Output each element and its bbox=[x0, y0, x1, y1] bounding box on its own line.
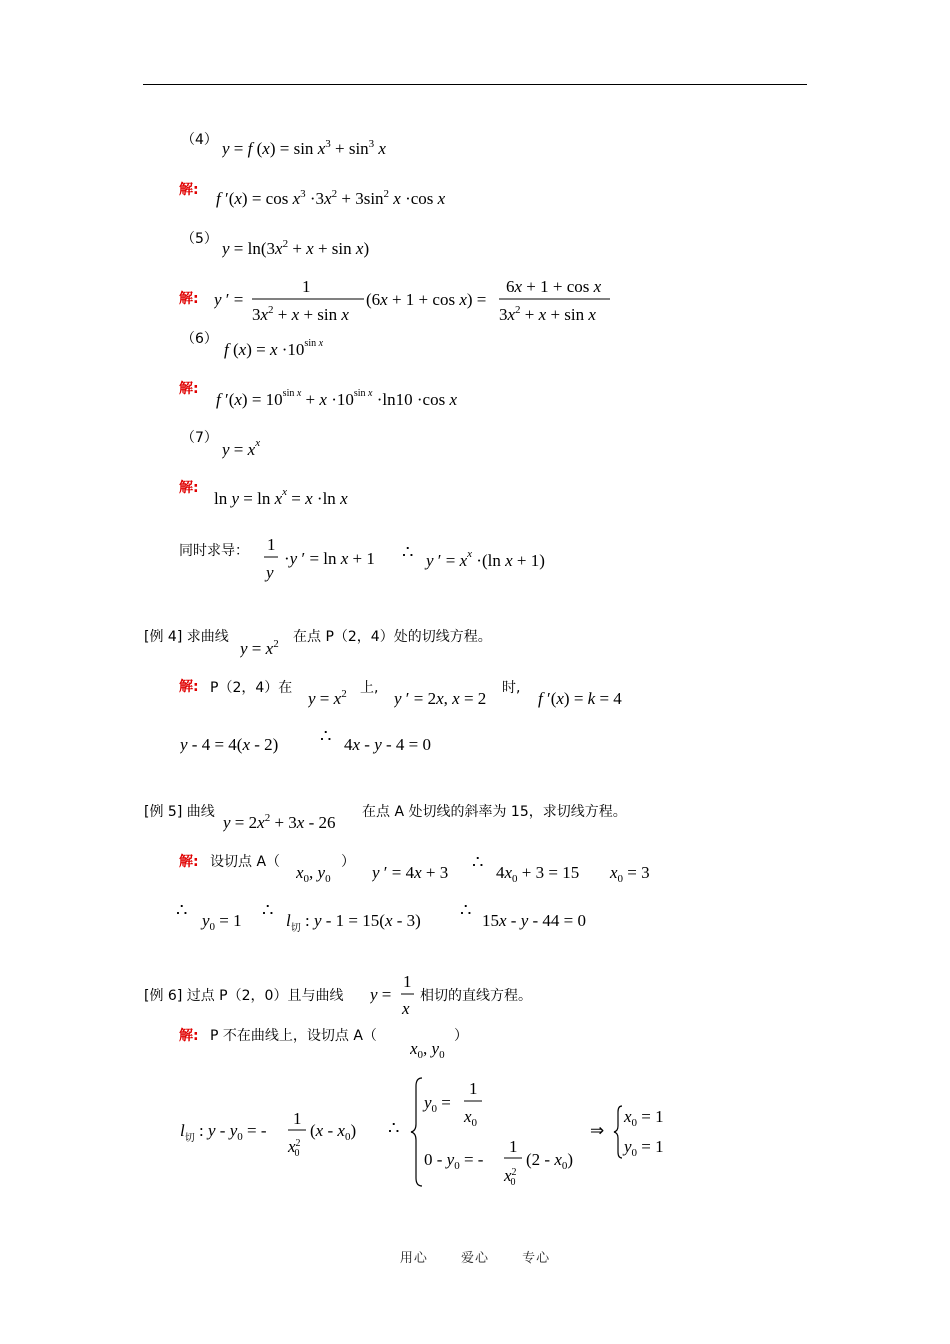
footer-item: 专心 bbox=[522, 1251, 551, 1266]
svg-text:x0 = 3: $x_0 = 3$ bbox=[610, 863, 650, 885]
svg-text:(6x + 1 + cos x) =: (6x + 1 + cos x) = bbox=[366, 290, 487, 309]
problem-6-label: （6） bbox=[181, 331, 218, 347]
problem-7-solution-label: 解: bbox=[179, 480, 199, 496]
svg-text:y: y bbox=[266, 563, 274, 582]
example-5-result bbox=[176, 898, 636, 934]
svg-text:x20: $x^2$ 0 bbox=[504, 1166, 517, 1188]
svg-text:x0: $x_0$ bbox=[464, 1107, 478, 1129]
example-5-solution-text-2: ） bbox=[341, 854, 355, 870]
svg-text:y0 = 1: $y_0 = 1$ bbox=[202, 911, 242, 933]
svg-text:∴: ∴ bbox=[176, 900, 188, 920]
example-4-solution-text-1: P（2，4）在 bbox=[210, 680, 293, 696]
svg-text:y ′ =: y ′ = bbox=[214, 290, 244, 309]
svg-text:1: 1 bbox=[302, 277, 311, 296]
svg-text:y = x2: $y = x^2$ bbox=[308, 688, 347, 708]
example-4-label: [例 4] 求曲线 bbox=[144, 629, 229, 645]
svg-text:1: 1 bbox=[267, 535, 276, 554]
problem-4-label: （4） bbox=[181, 132, 218, 148]
problem-7-solution bbox=[214, 482, 394, 510]
problem-7-derivative-label: 同时求导： bbox=[179, 543, 249, 559]
footer-item: 用心 bbox=[399, 1251, 428, 1266]
svg-text:x: x bbox=[402, 999, 410, 1018]
svg-text:x0, y0: $x_0$, $y_0$ bbox=[296, 863, 331, 885]
example-5-solution-text-1: 设切点 A（ bbox=[210, 854, 281, 870]
example-6-label: [例 6] 过点 P（2，0）且与曲线 bbox=[144, 988, 344, 1004]
example-4-solution-text-3: 时, bbox=[502, 680, 521, 696]
svg-text:∴: ∴ bbox=[262, 900, 274, 920]
example-4-solution-label: 解: bbox=[179, 679, 199, 695]
svg-text:(2 - x0): $(2 - x_0)$ bbox=[526, 1150, 574, 1172]
svg-text:y = xx: $y = x^x$ bbox=[222, 437, 261, 459]
example-4-solution-text-2: 上, bbox=[360, 680, 379, 696]
svg-text:4x0 + 3 = 15: $4x_0 + 3 = 15$ bbox=[496, 863, 580, 885]
problem-5-solution bbox=[214, 272, 624, 330]
svg-text:f (x) = x ·10sin x: f $(x) = x \cdot 10^{sin}$ x bbox=[224, 338, 324, 359]
problem-7-label: （7） bbox=[181, 430, 218, 446]
problem-5-expr bbox=[222, 234, 422, 262]
problem-7-expr bbox=[222, 433, 302, 461]
svg-text:∴: ∴ bbox=[460, 900, 472, 920]
svg-text:∴: ∴ bbox=[402, 542, 414, 562]
svg-text:0 - y0 = -: $0 - y_0$ = - bbox=[424, 1150, 484, 1172]
svg-text:∴: ∴ bbox=[320, 726, 332, 746]
example-4-curve bbox=[240, 634, 294, 662]
svg-text:f ′(x) = k = 4: f ′(x) = k = 4 bbox=[538, 689, 622, 708]
example-5-solution-equations bbox=[372, 852, 672, 886]
example-5-solution-label: 解: bbox=[179, 854, 199, 870]
svg-text:∴: ∴ bbox=[472, 852, 484, 872]
example-4-text: 在点 P（2，4）处的切线方程。 bbox=[293, 629, 492, 645]
svg-text:y0 = 1: $y_0 = 1$ bbox=[624, 1137, 664, 1159]
example-4-solution-curve bbox=[308, 684, 364, 712]
svg-text:x20: $x^2$ 0 bbox=[288, 1137, 301, 1159]
svg-text:(x - x0): $(x - x_0)$ bbox=[310, 1121, 357, 1143]
svg-text:3x2 + x + sin x: $3x^2 + x + \sin x$ bbox=[252, 304, 349, 324]
svg-text:15x - y - 44 = 0: 15x - y - 44 = 0 bbox=[482, 911, 587, 930]
problem-5-solution-label: 解: bbox=[179, 291, 199, 307]
svg-text:y = f (x) = sin x3 + sin3 x: y = f $(x) = \sin x^3 + \sin^3 x$ bbox=[222, 138, 386, 158]
example-5-curve bbox=[223, 808, 363, 836]
svg-text:f ′(x) = 10sin x + x ·10sin x: f $'(x) = 10^{sin}$ $x + x \cdot 10^{sin}$ x ·ln10 ·cos x bbox=[216, 388, 457, 409]
example-6-text: 相切的直线方程。 bbox=[420, 988, 532, 1004]
svg-text:y = ln(3x2 + x + sin x): $y = \ln(3x^2 + x + \sin x)$ bbox=[222, 238, 370, 258]
svg-text:1: 1 bbox=[293, 1109, 302, 1128]
example-6-system bbox=[180, 1074, 680, 1190]
example-5-solution-point bbox=[296, 858, 346, 886]
svg-text:y - 4 = 4(x - 2): y - 4 = 4(x - 2) bbox=[180, 735, 279, 754]
problem-6-solution-label: 解: bbox=[179, 381, 199, 397]
example-4-solution-slope bbox=[538, 684, 648, 712]
example-6-curve bbox=[370, 970, 420, 1020]
svg-text:4x - y - 4 = 0: 4x - y - 4 = 0 bbox=[344, 735, 432, 754]
svg-text:6x + 1 + cos x: 6x + 1 + cos x bbox=[506, 277, 602, 296]
problem-7-derivative bbox=[262, 530, 572, 588]
svg-text:f ′(x) = cos x3 ·3x2 + 3sin2 x: f $'(x) = \cos x^3 \cdot 3x^2 + 3\sin^2$ x ·cos x bbox=[216, 188, 446, 208]
problem-4-expr bbox=[222, 134, 442, 162]
svg-text:y0 =: $y_0$ = bbox=[424, 1093, 451, 1115]
svg-text:x0, y0: $x_0$, $y_0$ bbox=[410, 1039, 445, 1061]
svg-text:x0 = 1: $x_0 = 1$ bbox=[624, 1107, 664, 1129]
problem-5-label: （5） bbox=[181, 231, 218, 247]
svg-text:l切 : y - y0 = -: $l_切$ : y - $y_0$ = - bbox=[180, 1121, 267, 1144]
example-4-solution-derivative bbox=[394, 684, 504, 712]
svg-text:y ′ = 2x, x = 2: y ′ = 2x, x = 2 bbox=[394, 689, 487, 708]
svg-text:y = x2: $y = x^2$ bbox=[240, 638, 279, 658]
svg-text:1: 1 bbox=[403, 972, 412, 991]
problem-6-solution bbox=[216, 383, 516, 411]
svg-text:3x2 + x + sin x: $3x^2 + x + \sin x$ bbox=[499, 304, 596, 324]
svg-text:ln y = ln xx = x ·ln x: $\ln y = \ln x^x = x \cdot\ln$ x bbox=[214, 486, 348, 508]
svg-text:1: 1 bbox=[509, 1137, 518, 1156]
example-5-text: 在点 A 处切线的斜率为 15，求切线方程。 bbox=[362, 804, 627, 820]
example-4-result bbox=[180, 724, 470, 756]
footer-item: 爱心 bbox=[460, 1251, 489, 1266]
page-footer bbox=[0, 1247, 950, 1266]
example-6-solution-label: 解: bbox=[179, 1028, 199, 1044]
svg-text:y ′ = xx ·(ln x + 1): y ′ = $x^x \cdot(\ln$ x + 1) bbox=[426, 548, 545, 570]
example-6-solution-text-2: ） bbox=[454, 1028, 468, 1044]
header-rule bbox=[143, 84, 807, 85]
example-6-solution-text: P 不在曲线上，设切点 A（ bbox=[210, 1028, 377, 1044]
svg-text:∴: ∴ bbox=[388, 1118, 400, 1138]
svg-text:y = 2x2 + 3x - 26: $y = 2x^2 + 3x - 26$ bbox=[223, 812, 336, 832]
svg-text:l切 : y - 1 = 15(x - 3): $l_切$ : y - 1 = 15(x - 3) bbox=[286, 911, 421, 934]
svg-text:y =: y = bbox=[370, 985, 392, 1004]
svg-text:⇒: ⇒ bbox=[590, 1121, 605, 1140]
problem-6-expr bbox=[224, 333, 364, 361]
svg-text:y ′ = 4x + 3: y ′ = 4x + 3 bbox=[372, 863, 449, 882]
problem-4-solution-label: 解: bbox=[179, 182, 199, 198]
problem-4-solution bbox=[216, 184, 516, 212]
example-6-solution-point bbox=[410, 1034, 460, 1062]
svg-text:1: 1 bbox=[469, 1079, 478, 1098]
example-5-label: [例 5] 曲线 bbox=[144, 804, 215, 820]
svg-text:·y ′ = ln x + 1: ·y ′ = ln x + 1 bbox=[284, 549, 375, 568]
